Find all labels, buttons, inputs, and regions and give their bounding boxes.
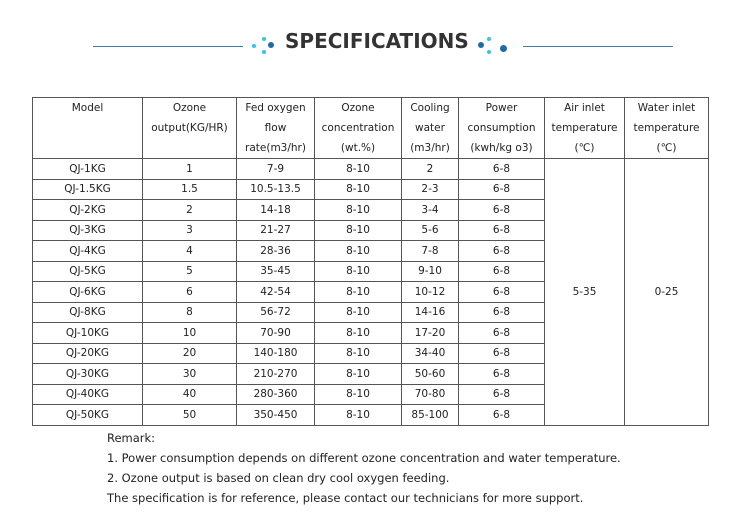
column-header <box>143 98 237 159</box>
table-cell: 6 <box>143 282 237 303</box>
column-header-line: temperature <box>633 122 700 134</box>
model-cell: QJ-3KG <box>33 220 143 241</box>
table-cell: 6-8 <box>459 261 545 282</box>
table-cell: 8-10 <box>315 261 402 282</box>
page-title: SPECIFICATIONS <box>285 29 469 53</box>
column-header-line: water <box>415 122 445 134</box>
model-cell: QJ-6KG <box>33 282 143 303</box>
table-cell: 50 <box>143 405 237 426</box>
decor-dot-icon <box>268 42 274 48</box>
table-cell: 6-8 <box>459 200 545 221</box>
table-cell: 7-8 <box>402 241 459 262</box>
model-cell: QJ-20KG <box>33 343 143 364</box>
table-cell: 8 <box>143 302 237 323</box>
decor-dot-icon <box>487 37 491 41</box>
table-cell: 10 <box>143 323 237 344</box>
decor-dot-icon <box>500 45 507 52</box>
table-row <box>33 159 709 180</box>
column-header-line: Water inlet <box>637 102 696 114</box>
table-cell: 6-8 <box>459 159 545 180</box>
table-cell: 34-40 <box>402 343 459 364</box>
table-cell: 5 <box>143 261 237 282</box>
model-cell: QJ-4KG <box>33 241 143 262</box>
column-header-line: (kwh/kg o3) <box>470 142 533 154</box>
column-header <box>625 98 709 159</box>
table-cell: 6-8 <box>459 241 545 262</box>
column-header <box>33 98 143 159</box>
spec-table <box>32 97 709 426</box>
table-cell: 7-9 <box>237 159 315 180</box>
table-cell: 50-60 <box>402 364 459 385</box>
model-cell: QJ-1.5KG <box>33 179 143 200</box>
table-cell: 8-10 <box>315 384 402 405</box>
column-header-line: output(KG/HR) <box>151 122 228 134</box>
decor-dot-icon <box>478 42 484 48</box>
table-cell: 1 <box>143 159 237 180</box>
table-cell: 210-270 <box>237 364 315 385</box>
column-header-line: (℃) <box>656 142 677 154</box>
table-cell: 3 <box>143 220 237 241</box>
model-cell: QJ-5KG <box>33 261 143 282</box>
header-right-line <box>523 46 673 47</box>
decor-dot-icon <box>262 50 266 54</box>
table-cell: 6-8 <box>459 343 545 364</box>
model-cell: QJ-30KG <box>33 364 143 385</box>
table-cell: 56-72 <box>237 302 315 323</box>
table-cell: 2 <box>143 200 237 221</box>
model-cell: QJ-8KG <box>33 302 143 323</box>
table-cell: 28-36 <box>237 241 315 262</box>
column-header-line: (wt.%) <box>340 142 376 154</box>
table-cell: 6-8 <box>459 384 545 405</box>
column-header-line: rate(m3/hr) <box>245 142 306 154</box>
table-cell: 10.5-13.5 <box>237 179 315 200</box>
column-header <box>315 98 402 159</box>
column-header <box>545 98 625 159</box>
table-cell: 8-10 <box>315 282 402 303</box>
table-cell: 140-180 <box>237 343 315 364</box>
remark-heading: Remark: <box>107 431 156 445</box>
table-cell: 350-450 <box>237 405 315 426</box>
column-header-line: flow <box>264 122 287 134</box>
table-cell: 4 <box>143 241 237 262</box>
table-cell: 6-8 <box>459 302 545 323</box>
table-cell: 85-100 <box>402 405 459 426</box>
model-cell: QJ-2KG <box>33 200 143 221</box>
table-cell: 6-8 <box>459 323 545 344</box>
table-cell: 70-80 <box>402 384 459 405</box>
table-cell: 8-10 <box>315 159 402 180</box>
table-cell: 8-10 <box>315 343 402 364</box>
column-header-line: (m3/hr) <box>410 142 450 154</box>
model-cell: QJ-50KG <box>33 405 143 426</box>
decor-dot-icon <box>262 37 266 41</box>
table-cell: 30 <box>143 364 237 385</box>
model-cell: QJ-40KG <box>33 384 143 405</box>
model-cell: QJ-1KG <box>33 159 143 180</box>
table-cell: 6-8 <box>459 405 545 426</box>
table-cell: 8-10 <box>315 200 402 221</box>
table-cell: 14-18 <box>237 200 315 221</box>
column-header-line: concentration <box>321 122 395 134</box>
table-cell: 9-10 <box>402 261 459 282</box>
table-cell: 3-4 <box>402 200 459 221</box>
table-cell: 42-54 <box>237 282 315 303</box>
remark-item: 2. Ozone output is based on clean dry cool oxygen feeding. <box>107 471 450 485</box>
table-cell: 6-8 <box>459 179 545 200</box>
table-cell: 2 <box>402 159 459 180</box>
column-header-line: Model <box>71 102 104 114</box>
column-header <box>402 98 459 159</box>
column-header-line: Fed oxygen <box>245 102 306 114</box>
table-cell: 8-10 <box>315 179 402 200</box>
decor-dot-icon <box>487 50 491 54</box>
table-cell: 6-8 <box>459 282 545 303</box>
spec-header <box>0 0 750 80</box>
table-cell: 8-10 <box>315 323 402 344</box>
table-cell: 17-20 <box>402 323 459 344</box>
table-cell: 8-10 <box>315 364 402 385</box>
column-header-line: Cooling <box>410 102 450 114</box>
table-cell: 5-6 <box>402 220 459 241</box>
table-cell: 2-3 <box>402 179 459 200</box>
column-header-line: temperature <box>551 122 618 134</box>
header-left-line <box>93 46 243 47</box>
model-cell: QJ-10KG <box>33 323 143 344</box>
table-cell: 6-8 <box>459 364 545 385</box>
header-row <box>33 98 709 159</box>
column-header-line: consumption <box>467 122 536 134</box>
air-inlet-temp-cell: 5-35 <box>545 159 625 426</box>
remark-footer: The specification is for reference, please contact our technicians for more support. <box>107 491 584 505</box>
table-cell: 8-10 <box>315 405 402 426</box>
water-inlet-temp-cell: 0-25 <box>625 159 709 426</box>
table-cell: 21-27 <box>237 220 315 241</box>
table-cell: 35-45 <box>237 261 315 282</box>
table-cell: 10-12 <box>402 282 459 303</box>
table-cell: 20 <box>143 343 237 364</box>
table-cell: 1.5 <box>143 179 237 200</box>
table-cell: 6-8 <box>459 220 545 241</box>
table-cell: 70-90 <box>237 323 315 344</box>
table-cell: 8-10 <box>315 220 402 241</box>
table-cell: 8-10 <box>315 241 402 262</box>
table-cell: 40 <box>143 384 237 405</box>
table-cell: 8-10 <box>315 302 402 323</box>
remarks-block <box>107 428 621 508</box>
column-header-line: Ozone <box>341 102 375 114</box>
table-cell: 14-16 <box>402 302 459 323</box>
remark-item: 1. Power consumption depends on different ozone concentration and water temperature. <box>107 451 621 465</box>
column-header <box>237 98 315 159</box>
column-header-line: Air inlet <box>564 102 605 114</box>
column-header-line: (℃) <box>574 142 595 154</box>
table-cell: 280-360 <box>237 384 315 405</box>
decor-dot-icon <box>252 44 256 48</box>
column-header-line: Ozone <box>172 102 207 114</box>
column-header-line: Power <box>485 102 518 114</box>
column-header <box>459 98 545 159</box>
table-body <box>33 159 709 426</box>
